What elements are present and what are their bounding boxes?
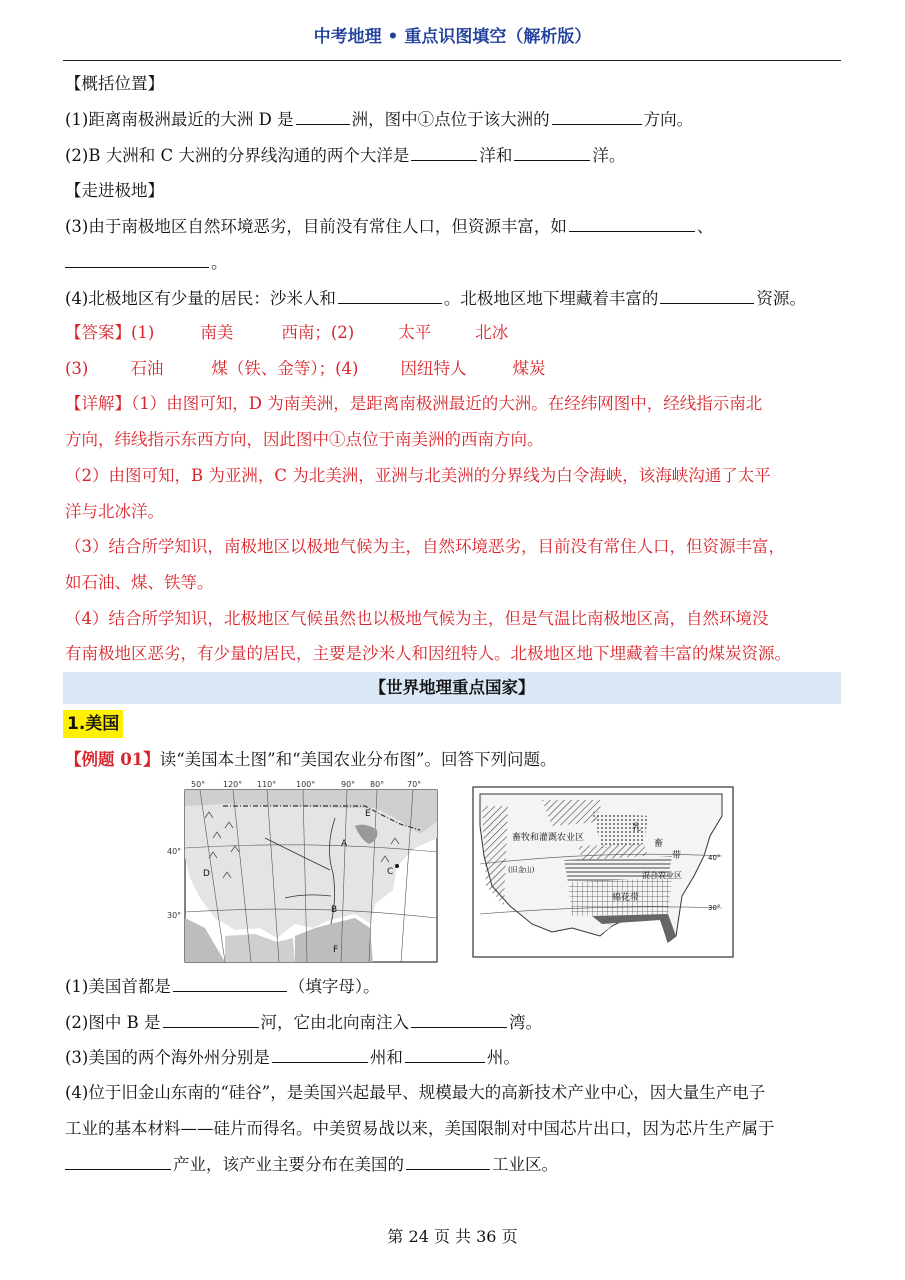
answer-blank bbox=[163, 1010, 259, 1028]
answer-blank bbox=[296, 107, 350, 125]
map-question-4-cont: 工业的基本材料——硅片而得名。中美贸易战以来，美国限制对中国芯片出口，因为芯片生产属于 bbox=[65, 1119, 775, 1138]
map-label: 畜牧和灌溉农业区 bbox=[512, 833, 585, 843]
lat-label: 40° bbox=[708, 854, 721, 862]
answer-blank bbox=[65, 250, 209, 268]
q-text: 州。 bbox=[486, 1048, 520, 1067]
answer-label: 【答案】(1) bbox=[65, 323, 155, 342]
map-letter: C bbox=[387, 867, 394, 877]
answer-blank bbox=[406, 1152, 490, 1170]
q3-text-b: 、 bbox=[696, 217, 714, 236]
q-text: 产业，该产业主要分布在美国的 bbox=[173, 1155, 404, 1174]
explanation-line: 如石油、煤、铁等。 bbox=[65, 573, 214, 592]
answer-blank bbox=[272, 1045, 368, 1063]
map-label: 亚热带作物带 bbox=[596, 925, 644, 934]
lon-label: 50° bbox=[191, 780, 206, 789]
answer-value: 煤炭 bbox=[512, 359, 546, 378]
q3-text-c: 。 bbox=[211, 253, 228, 272]
q1-text-b: 洲，图中①点位于该大洲的 bbox=[351, 110, 550, 129]
map-letter: F bbox=[333, 945, 339, 955]
q1-text-c: 方向。 bbox=[643, 110, 694, 129]
section-banner: 【世界地理重点国家】 bbox=[63, 672, 841, 704]
page-footer: 第 24 页 共 36 页 bbox=[387, 1227, 518, 1246]
q-text: (1)美国首都是 bbox=[65, 977, 171, 996]
answer-blank bbox=[173, 974, 287, 992]
lon-label: 70° bbox=[407, 780, 422, 789]
explanation-line: （2）由图可知，B 为亚洲，C 为北美洲，亚洲与北美洲的分界线为白令海峡，该海峡沟通了太平 bbox=[65, 466, 771, 485]
map-question-4: (4)位于旧金山东南的“硅谷”，是美国兴起最早、规模最大的高新技术产业中心，因大量生产电子 bbox=[65, 1083, 766, 1102]
answer-blank bbox=[411, 143, 477, 161]
q4-text-b: 。北极地区地下埋藏着丰富的 bbox=[443, 289, 659, 308]
map-question-2 bbox=[65, 1010, 841, 1035]
lon-label: 80° bbox=[370, 780, 385, 789]
question-3-cont bbox=[65, 250, 841, 275]
lon-label: 120° bbox=[223, 780, 243, 789]
q2-text-a: (2)B 大洲和 C 大洲的分界线沟通的两个大洋是 bbox=[65, 146, 410, 165]
q-text: 湾。 bbox=[509, 1013, 542, 1032]
answer-blank bbox=[660, 286, 754, 304]
example-prompt bbox=[65, 748, 841, 772]
explanation-line: （3）结合所学知识，南极地区以极地气候为主，自然环境恶劣，目前没有常住人口，但资源丰富， bbox=[65, 537, 785, 556]
answer-value: 石油 bbox=[130, 359, 164, 378]
map-question-1 bbox=[65, 974, 841, 999]
answer-blank bbox=[338, 286, 442, 304]
answer-line-1 bbox=[65, 321, 841, 345]
map-letter: E bbox=[365, 809, 371, 819]
us-mainland-map bbox=[165, 778, 443, 966]
map-label: 带 bbox=[672, 851, 682, 861]
answer-label: (3) bbox=[65, 359, 89, 378]
map-label: 乳 bbox=[632, 823, 642, 833]
heading-polar: 【走进极地】 bbox=[65, 181, 164, 200]
q1-text-a: (1)距离南极洲最近的大洲 D 是 bbox=[65, 110, 294, 129]
q4-text-c: 资源。 bbox=[756, 289, 806, 308]
answer-blank bbox=[411, 1010, 507, 1028]
example-label: 【例题 01】 bbox=[65, 750, 160, 769]
map-label: 畜 bbox=[654, 839, 664, 849]
lon-label: 100° bbox=[296, 780, 316, 789]
map-letter: B bbox=[331, 905, 338, 915]
lon-label: 90° bbox=[341, 780, 356, 789]
example-text: 读“美国本土图”和“美国农业分布图”。回答下列问题。 bbox=[159, 750, 557, 769]
q-text: 河，它由北向南注入 bbox=[260, 1013, 409, 1032]
q-text: （填字母）。 bbox=[288, 977, 380, 996]
header-rule bbox=[63, 60, 841, 61]
answer-blank bbox=[514, 143, 590, 161]
map-question-4-cont bbox=[65, 1152, 841, 1177]
map-label: (旧金山) bbox=[508, 866, 535, 874]
answer-value: 西南；(2) bbox=[281, 323, 355, 342]
q3-text-a: (3)由于南极地区自然环境恶劣，目前没有常住人口，但资源丰富，如 bbox=[65, 217, 567, 236]
q2-text-b: 洋和 bbox=[479, 146, 513, 165]
us-agriculture-map bbox=[472, 786, 734, 958]
question-4 bbox=[65, 286, 841, 311]
explanation-line: 洋与北冰洋。 bbox=[65, 502, 164, 521]
answer-value: 煤（铁、金等）；(4) bbox=[211, 359, 359, 378]
page-header-title: 中考地理 • 重点识图填空（解析版） bbox=[313, 27, 592, 47]
answer-value: 北冰 bbox=[475, 323, 509, 342]
subsection-heading: 1.美国 bbox=[63, 710, 123, 738]
map-label: 棉花带 bbox=[612, 893, 640, 903]
answer-blank bbox=[65, 1152, 171, 1170]
explanation-line: 【详解】（1）由图可知，D 为南美洲，是距离南极洲最近的大洲。在经纬网图中，经线指示南北 bbox=[65, 394, 763, 413]
explanation-line: 方向，纬线指示东西方向，因此图中①点位于南美洲的西南方向。 bbox=[65, 430, 544, 449]
answer-line-2 bbox=[65, 357, 841, 381]
lat-label: 40° bbox=[167, 847, 182, 856]
q2-text-c: 洋。 bbox=[592, 146, 626, 165]
q4-text-a: (4)北极地区有少量的居民：沙米人和 bbox=[65, 289, 336, 308]
map-letter: A bbox=[341, 839, 348, 849]
answer-blank bbox=[552, 107, 642, 125]
heading-location: 【概括位置】 bbox=[65, 74, 164, 93]
q-text: 工业区。 bbox=[492, 1155, 558, 1174]
map-letter: D bbox=[203, 869, 210, 879]
lon-label: 110° bbox=[257, 780, 277, 789]
q-text: (2)图中 B 是 bbox=[65, 1013, 161, 1032]
answer-value: 太平 bbox=[398, 323, 432, 342]
map-question-3 bbox=[65, 1045, 841, 1070]
explanation-line: 有南极地区恶劣，有少量的居民，主要是沙米人和因纽特人。北极地区地下埋藏着丰富的煤炭资源。 bbox=[65, 644, 791, 663]
answer-value: 南美 bbox=[200, 323, 234, 342]
q-text: 州和 bbox=[369, 1048, 403, 1067]
explanation-line: （4）结合所学知识，北极地区气候虽然也以极地气候为主，但是气温比南极地区高，自然环境没 bbox=[65, 609, 769, 628]
lat-label: 30° bbox=[708, 904, 721, 912]
question-2 bbox=[65, 143, 841, 168]
question-1 bbox=[65, 107, 841, 132]
answer-blank bbox=[569, 214, 695, 232]
map-label: 混合农业区 bbox=[642, 871, 682, 880]
lat-label: 30° bbox=[167, 911, 182, 920]
answer-value: 因纽特人 bbox=[400, 359, 467, 378]
question-3 bbox=[65, 214, 841, 239]
q-text: (3)美国的两个海外州分别是 bbox=[65, 1048, 270, 1067]
answer-blank bbox=[405, 1045, 485, 1063]
